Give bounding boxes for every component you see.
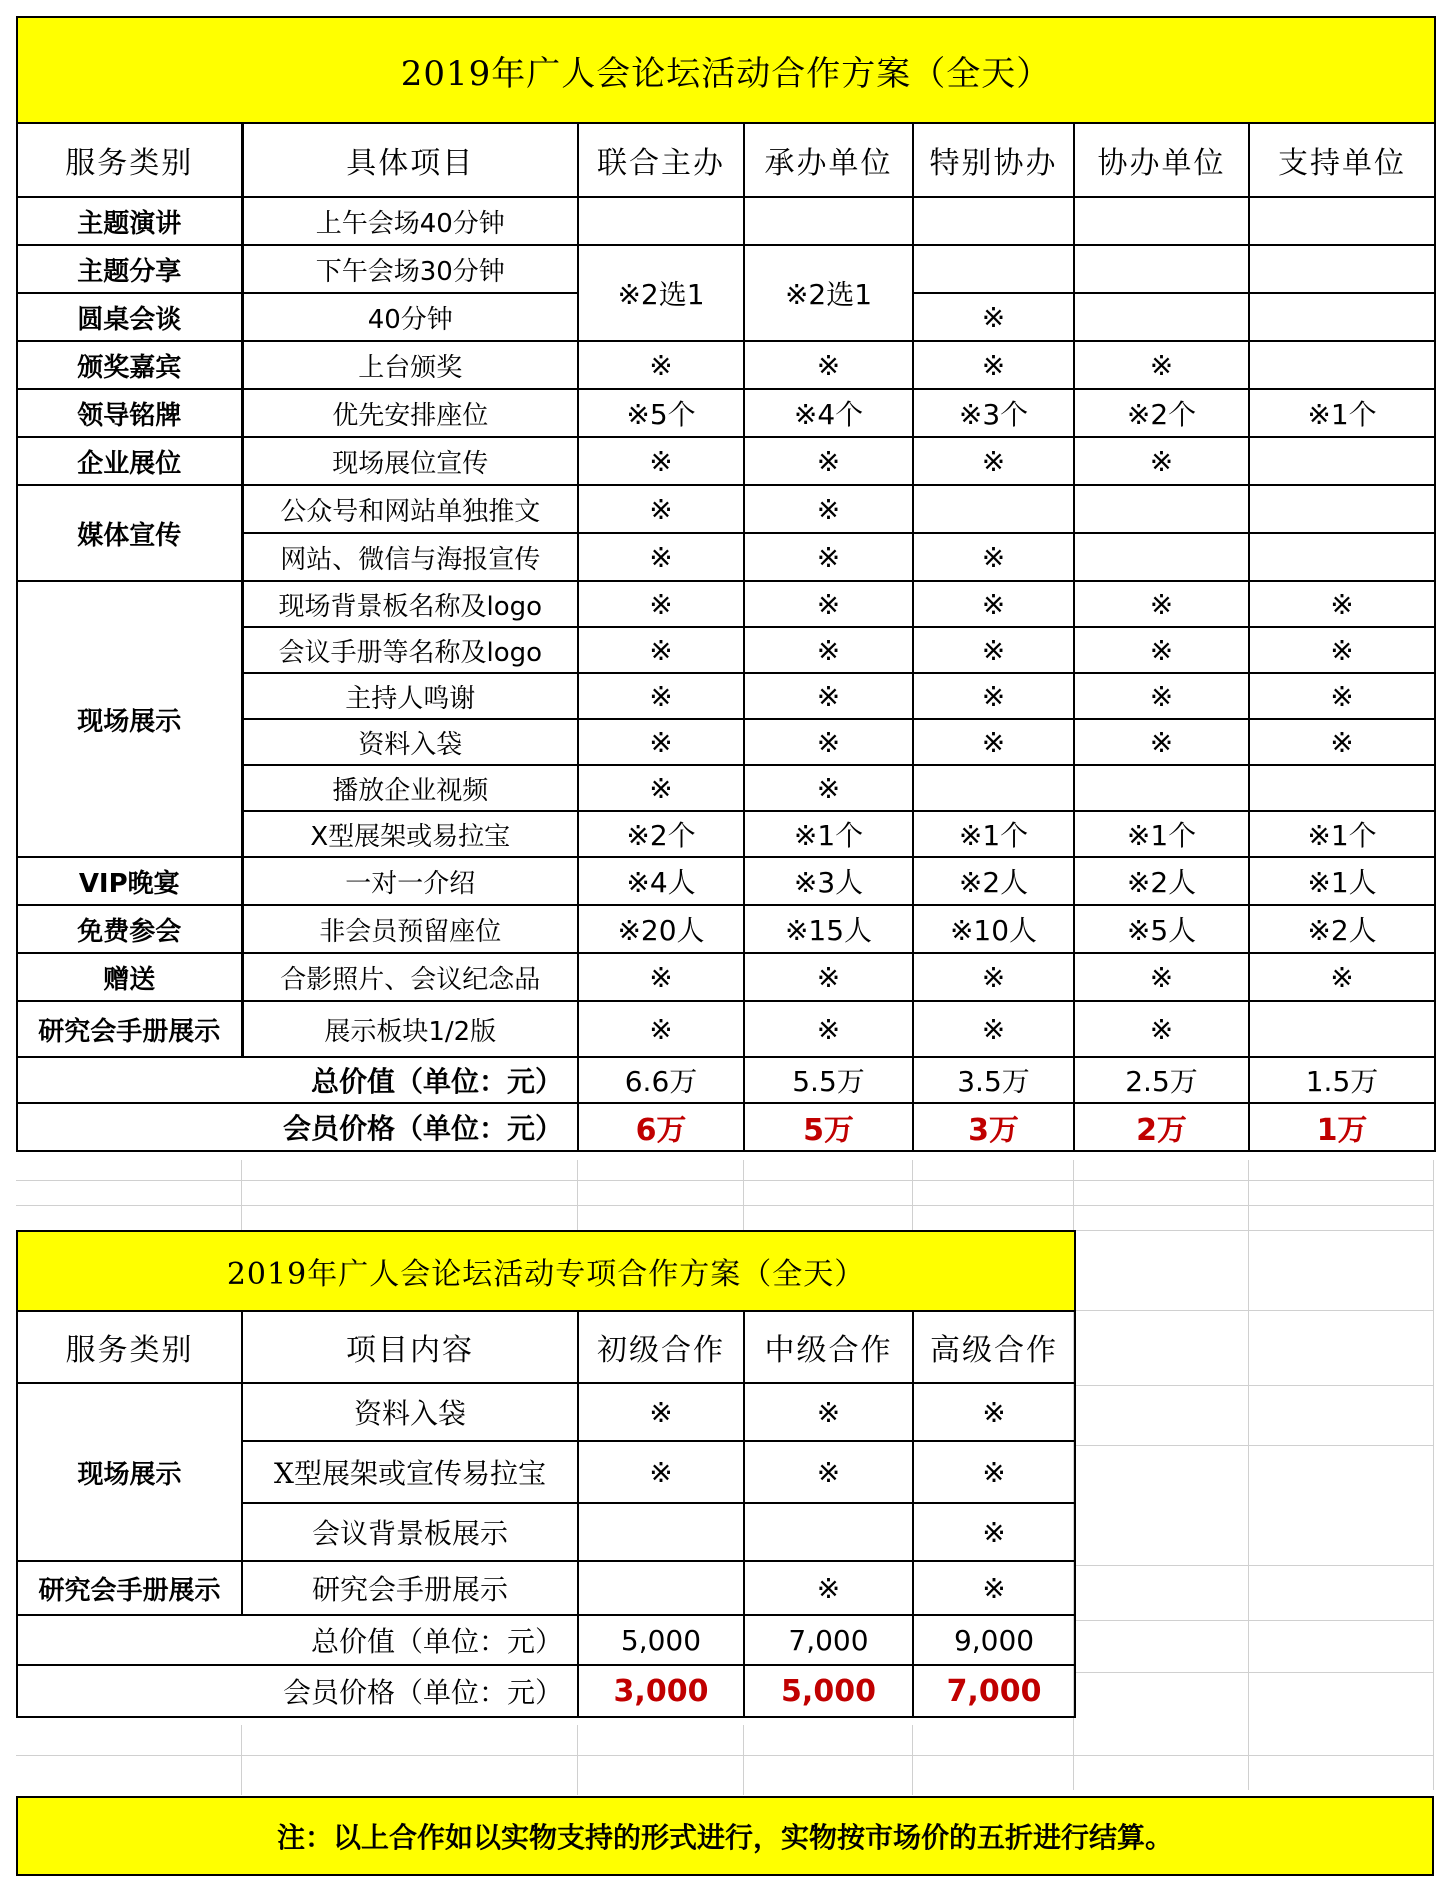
column-header: 项目内容: [242, 1311, 578, 1383]
member-price-cell: 5万: [744, 1103, 913, 1151]
mark-cell: ※: [744, 1441, 913, 1503]
total-value-cell: 3.5万: [913, 1057, 1074, 1103]
mark-cell: ※: [744, 953, 913, 1001]
mark-cell: ※1个: [744, 811, 913, 857]
empty-cell: [1074, 293, 1249, 341]
empty-cell: [1074, 197, 1249, 245]
total-value-label: 总价值（单位：元）: [17, 1057, 578, 1103]
total-value-label: 总价值（单位：元）: [17, 1615, 578, 1665]
category-cell: 赠送: [17, 953, 242, 1001]
category-cell: 企业展位: [17, 437, 242, 485]
mark-cell: ※2人: [1074, 857, 1249, 905]
gridline: [912, 1160, 913, 1230]
mark-cell: ※15人: [744, 905, 913, 953]
mark-cell: ※: [913, 627, 1074, 673]
mark-cell: ※1个: [1074, 811, 1249, 857]
member-price-label: 会员价格（单位：元）: [17, 1103, 578, 1151]
mark-cell: ※: [578, 437, 744, 485]
mark-cell: ※: [744, 765, 913, 811]
mark-cell: ※4个: [744, 389, 913, 437]
mark-cell: ※1人: [1249, 857, 1435, 905]
mark-cell: ※3人: [744, 857, 913, 905]
empty-cell: [578, 1561, 744, 1615]
item-cell: 公众号和网站单独推文: [242, 485, 578, 533]
mark-cell: ※: [744, 673, 913, 719]
gridline: [577, 1160, 578, 1230]
mark-cell: ※: [744, 533, 913, 581]
mark-cell: ※2个: [1074, 389, 1249, 437]
category-cell: 现场展示: [17, 581, 242, 857]
mark-cell: ※: [744, 485, 913, 533]
total-value-cell: 5.5万: [744, 1057, 913, 1103]
mark-cell: ※3个: [913, 389, 1074, 437]
empty-cell: [1249, 341, 1435, 389]
column-header: 特别协办: [913, 123, 1074, 197]
mark-cell: ※: [578, 485, 744, 533]
category-cell: 圆桌会谈: [17, 293, 242, 341]
item-cell: 优先安排座位: [242, 389, 578, 437]
item-cell: 播放企业视频: [242, 765, 578, 811]
mark-cell: ※: [578, 719, 744, 765]
mark-cell: ※5人: [1074, 905, 1249, 953]
gridline: [1073, 1445, 1434, 1446]
mark-cell: ※5个: [578, 389, 744, 437]
mark-cell: ※: [1074, 953, 1249, 1001]
member-price-cell: 5,000: [744, 1665, 913, 1717]
member-price-cell: 7,000: [913, 1665, 1075, 1717]
gridline: [16, 1755, 1434, 1756]
mark-cell: ※2选1: [578, 245, 744, 341]
gridline: [1073, 1620, 1434, 1621]
item-cell: 40分钟: [242, 293, 578, 341]
mark-cell: ※1个: [913, 811, 1074, 857]
mark-cell: ※: [1074, 1001, 1249, 1057]
empty-cell: [1074, 765, 1249, 811]
mark-cell: ※: [1249, 581, 1435, 627]
mark-cell: ※: [578, 533, 744, 581]
mark-cell: ※: [1074, 719, 1249, 765]
mark-cell: ※2人: [1249, 905, 1435, 953]
empty-cell: [1249, 1001, 1435, 1057]
item-cell: 资料入袋: [242, 719, 578, 765]
total-value-cell: 1.5万: [1249, 1057, 1435, 1103]
mark-cell: ※: [1074, 581, 1249, 627]
mark-cell: ※: [744, 627, 913, 673]
column-header: 高级合作: [913, 1311, 1075, 1383]
empty-cell: [913, 197, 1074, 245]
footnote-banner: 注：以上合作如以实物支持的形式进行，实物按市场价的五折进行结算。: [16, 1796, 1434, 1876]
empty-cell: [578, 1503, 744, 1561]
mark-cell: ※: [1249, 627, 1435, 673]
item-cell: 会议背景板展示: [242, 1503, 578, 1561]
empty-cell: [1249, 245, 1435, 293]
total-value-cell: 7,000: [744, 1615, 913, 1665]
total-value-cell: 6.6万: [578, 1057, 744, 1103]
mark-cell: ※: [578, 341, 744, 389]
item-cell: X型展架或易拉宝: [242, 811, 578, 857]
column-header: 联合主办: [578, 123, 744, 197]
mark-cell: ※2个: [578, 811, 744, 857]
special-cooperation-table: [16, 1230, 1076, 1718]
mark-cell: ※: [744, 581, 913, 627]
table-title: 2019年广人会论坛活动专项合作方案（全天）: [17, 1231, 1075, 1311]
mark-cell: ※10人: [913, 905, 1074, 953]
member-price-cell: 3,000: [578, 1665, 744, 1717]
table-title: 2019年广人会论坛活动合作方案（全天）: [17, 17, 1435, 123]
mark-cell: ※: [913, 1001, 1074, 1057]
empty-cell: [1074, 485, 1249, 533]
mark-cell: ※1个: [1249, 389, 1435, 437]
gridline: [1073, 1565, 1434, 1566]
gridline: [241, 1160, 242, 1230]
mark-cell: ※: [913, 533, 1074, 581]
item-cell: 展示板块1/2版: [242, 1001, 578, 1057]
empty-cell: [1249, 765, 1435, 811]
item-cell: 一对一介绍: [242, 857, 578, 905]
item-cell: X型展架或宣传易拉宝: [242, 1441, 578, 1503]
category-cell: 研究会手册展示: [17, 1001, 242, 1057]
column-header: 协办单位: [1074, 123, 1249, 197]
category-cell: VIP晚宴: [17, 857, 242, 905]
empty-cell: [913, 245, 1074, 293]
member-price-cell: 6万: [578, 1103, 744, 1151]
total-value-cell: 9,000: [913, 1615, 1075, 1665]
empty-cell: [1074, 245, 1249, 293]
empty-cell: [1249, 485, 1435, 533]
mark-cell: ※: [744, 1001, 913, 1057]
mark-cell: ※: [1074, 627, 1249, 673]
member-price-cell: 1万: [1249, 1103, 1435, 1151]
empty-cell: [578, 197, 744, 245]
mark-cell: ※: [578, 765, 744, 811]
empty-cell: [744, 1503, 913, 1561]
item-cell: 研究会手册展示: [242, 1561, 578, 1615]
category-cell: 领导铭牌: [17, 389, 242, 437]
gridline: [1433, 1160, 1434, 1790]
empty-cell: [913, 485, 1074, 533]
total-value-cell: 2.5万: [1074, 1057, 1249, 1103]
item-cell: 合影照片、会议纪念品: [242, 953, 578, 1001]
mark-cell: ※: [1249, 719, 1435, 765]
mark-cell: ※: [744, 341, 913, 389]
item-cell: 现场背景板名称及logo: [242, 581, 578, 627]
gridline: [16, 1205, 1434, 1206]
item-cell: 资料入袋: [242, 1383, 578, 1441]
category-cell: 主题分享: [17, 245, 242, 293]
mark-cell: ※: [744, 719, 913, 765]
column-header: 初级合作: [578, 1311, 744, 1383]
empty-cell: [913, 765, 1074, 811]
cooperation-plan-table: [16, 16, 1436, 1152]
member-price-cell: 2万: [1074, 1103, 1249, 1151]
empty-cell: [744, 197, 913, 245]
mark-cell: ※: [1249, 953, 1435, 1001]
category-cell: 现场展示: [17, 1383, 242, 1561]
gridline: [241, 1725, 242, 1795]
mark-cell: ※: [578, 1001, 744, 1057]
mark-cell: ※1个: [1249, 811, 1435, 857]
mark-cell: ※: [913, 1503, 1075, 1561]
gridline: [743, 1160, 744, 1230]
mark-cell: ※: [913, 293, 1074, 341]
mark-cell: ※: [1074, 341, 1249, 389]
item-cell: 现场展位宣传: [242, 437, 578, 485]
empty-cell: [1249, 293, 1435, 341]
gridline: [577, 1725, 578, 1795]
mark-cell: ※20人: [578, 905, 744, 953]
mark-cell: ※: [913, 1441, 1075, 1503]
mark-cell: ※: [744, 437, 913, 485]
category-cell: 媒体宣传: [17, 485, 242, 581]
empty-cell: [1074, 533, 1249, 581]
item-cell: 上台颁奖: [242, 341, 578, 389]
mark-cell: ※: [744, 1383, 913, 1441]
gridline: [16, 1180, 1434, 1181]
category-cell: 免费参会: [17, 905, 242, 953]
mark-cell: ※4人: [578, 857, 744, 905]
mark-cell: ※: [744, 1561, 913, 1615]
empty-cell: [1249, 437, 1435, 485]
category-cell: 主题演讲: [17, 197, 242, 245]
item-cell: 下午会场30分钟: [242, 245, 578, 293]
empty-cell: [1249, 197, 1435, 245]
gridline: [1073, 1230, 1434, 1231]
column-header: 服务类别: [17, 123, 242, 197]
mark-cell: ※2选1: [744, 245, 913, 341]
mark-cell: ※: [578, 1441, 744, 1503]
mark-cell: ※: [913, 581, 1074, 627]
member-price-label: 会员价格（单位：元）: [17, 1665, 578, 1717]
mark-cell: ※: [913, 1383, 1075, 1441]
column-header: 服务类别: [17, 1311, 242, 1383]
mark-cell: ※: [1074, 673, 1249, 719]
item-cell: 主持人鸣谢: [242, 673, 578, 719]
gridline: [1073, 1310, 1434, 1311]
item-cell: 会议手册等名称及logo: [242, 627, 578, 673]
mark-cell: ※: [578, 953, 744, 1001]
mark-cell: ※: [1249, 673, 1435, 719]
column-header: 中级合作: [744, 1311, 913, 1383]
mark-cell: ※: [913, 673, 1074, 719]
mark-cell: ※: [578, 673, 744, 719]
mark-cell: ※: [578, 627, 744, 673]
empty-cell: [1249, 533, 1435, 581]
gridline: [912, 1725, 913, 1795]
gridline: [1073, 1672, 1434, 1673]
mark-cell: ※: [578, 1383, 744, 1441]
gridline: [743, 1725, 744, 1795]
gridline: [1073, 1385, 1434, 1386]
mark-cell: ※: [913, 437, 1074, 485]
column-header: 承办单位: [744, 123, 913, 197]
category-cell: 颁奖嘉宾: [17, 341, 242, 389]
column-header: 具体项目: [242, 123, 578, 197]
mark-cell: ※: [913, 341, 1074, 389]
total-value-cell: 5,000: [578, 1615, 744, 1665]
item-cell: 网站、微信与海报宣传: [242, 533, 578, 581]
mark-cell: ※: [913, 953, 1074, 1001]
member-price-cell: 3万: [913, 1103, 1074, 1151]
gridline: [1248, 1160, 1249, 1790]
mark-cell: ※2人: [913, 857, 1074, 905]
item-cell: 非会员预留座位: [242, 905, 578, 953]
item-cell: 上午会场40分钟: [242, 197, 578, 245]
mark-cell: ※: [578, 581, 744, 627]
mark-cell: ※: [1074, 437, 1249, 485]
mark-cell: ※: [913, 1561, 1075, 1615]
mark-cell: ※: [913, 719, 1074, 765]
category-cell: 研究会手册展示: [17, 1561, 242, 1615]
column-header: 支持单位: [1249, 123, 1435, 197]
